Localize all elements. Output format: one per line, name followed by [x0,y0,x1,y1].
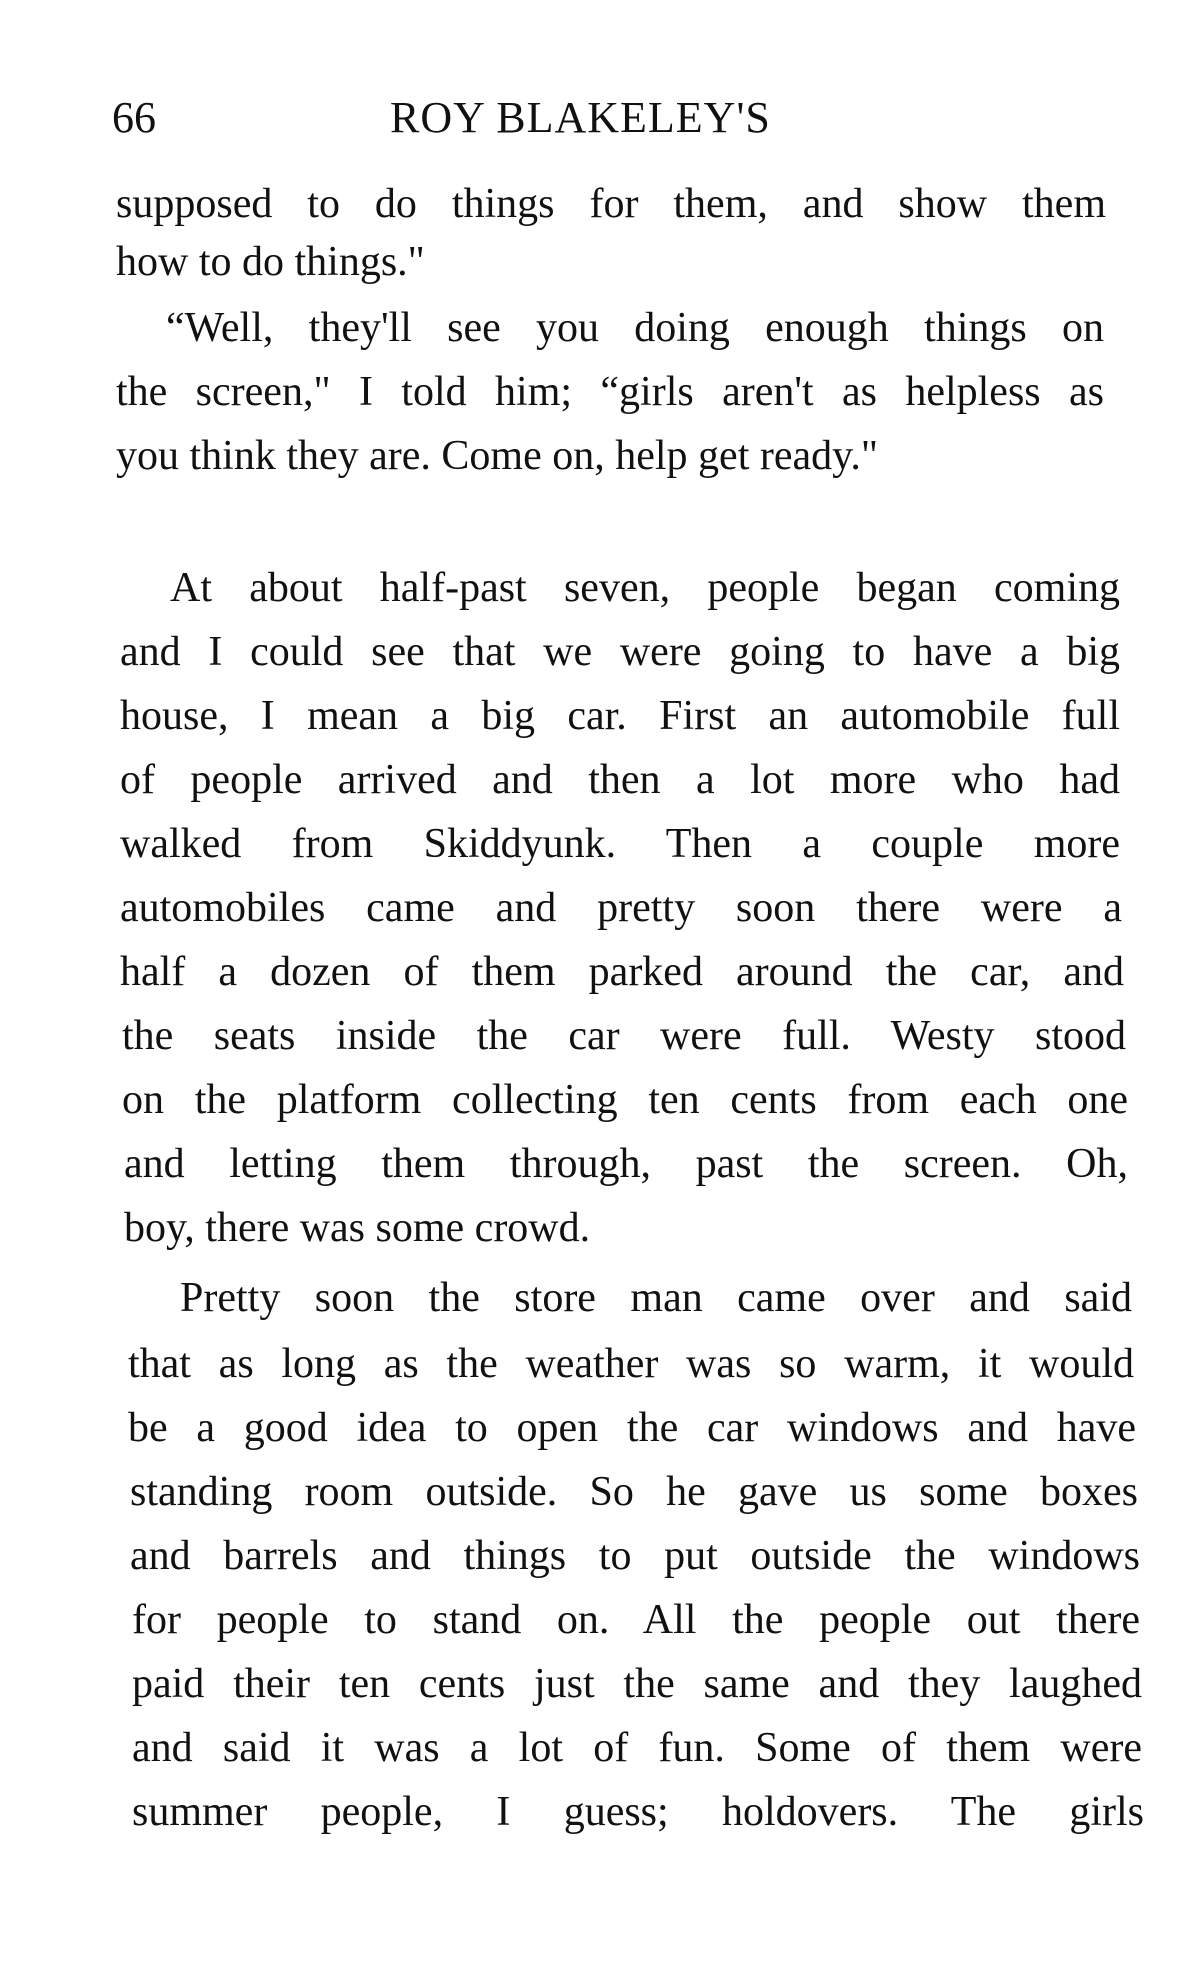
text-line: boy, there was some crowd. [124,1205,591,1251]
text-line: automobiles came and pretty soon there were a [120,885,1122,931]
text-line: and barrels and things to put outside the windows [130,1533,1140,1579]
text-line: walked from Skiddyunk. Then a couple more [120,821,1120,867]
text-line: the screen," I told him; “girls aren't as helpless as [116,369,1104,415]
text-line: of people arrived and then a lot more who had [120,757,1120,803]
text-line: and said it was a lot of fun. Some of them were [132,1725,1142,1771]
text-line: how to do things." [116,239,425,285]
text-line: half a dozen of them parked around the car, and [120,949,1124,995]
text-line: summer people, I guess; holdovers. The girls [132,1789,1144,1835]
text-line: the seats inside the car were full. Westy stood [122,1013,1126,1059]
text-line: you think they are. Come on, help get ready." [116,433,879,479]
page-number: 66 [112,93,156,142]
text-line: standing room outside. So he gave us some boxes [130,1469,1138,1515]
running-title: ROY BLAKELEY'S [390,93,771,142]
text-line: that as long as the weather was so warm, it would [128,1341,1134,1387]
page-header [112,88,832,148]
text-line: paid their ten cents just the same and they laughed [132,1661,1142,1707]
text-line: house, I mean a big car. First an automobile full [120,693,1120,739]
text-line: and letting them through, past the screen. Oh, [124,1141,1128,1187]
text-line: supposed to do things for them, and show them [116,181,1106,227]
text-line: on the platform collecting ten cents from each one [122,1077,1128,1123]
text-line: At about half-past seven, people began coming [170,565,1120,611]
text-line: be a good idea to open the car windows and have [128,1405,1136,1451]
text-line: “Well, they'll see you doing enough things on [166,305,1104,351]
text-line: Pretty soon the store man came over and said [180,1275,1132,1321]
text-line: for people to stand on. All the people out there [132,1597,1140,1643]
text-line: and I could see that we were going to have a big [120,629,1120,675]
